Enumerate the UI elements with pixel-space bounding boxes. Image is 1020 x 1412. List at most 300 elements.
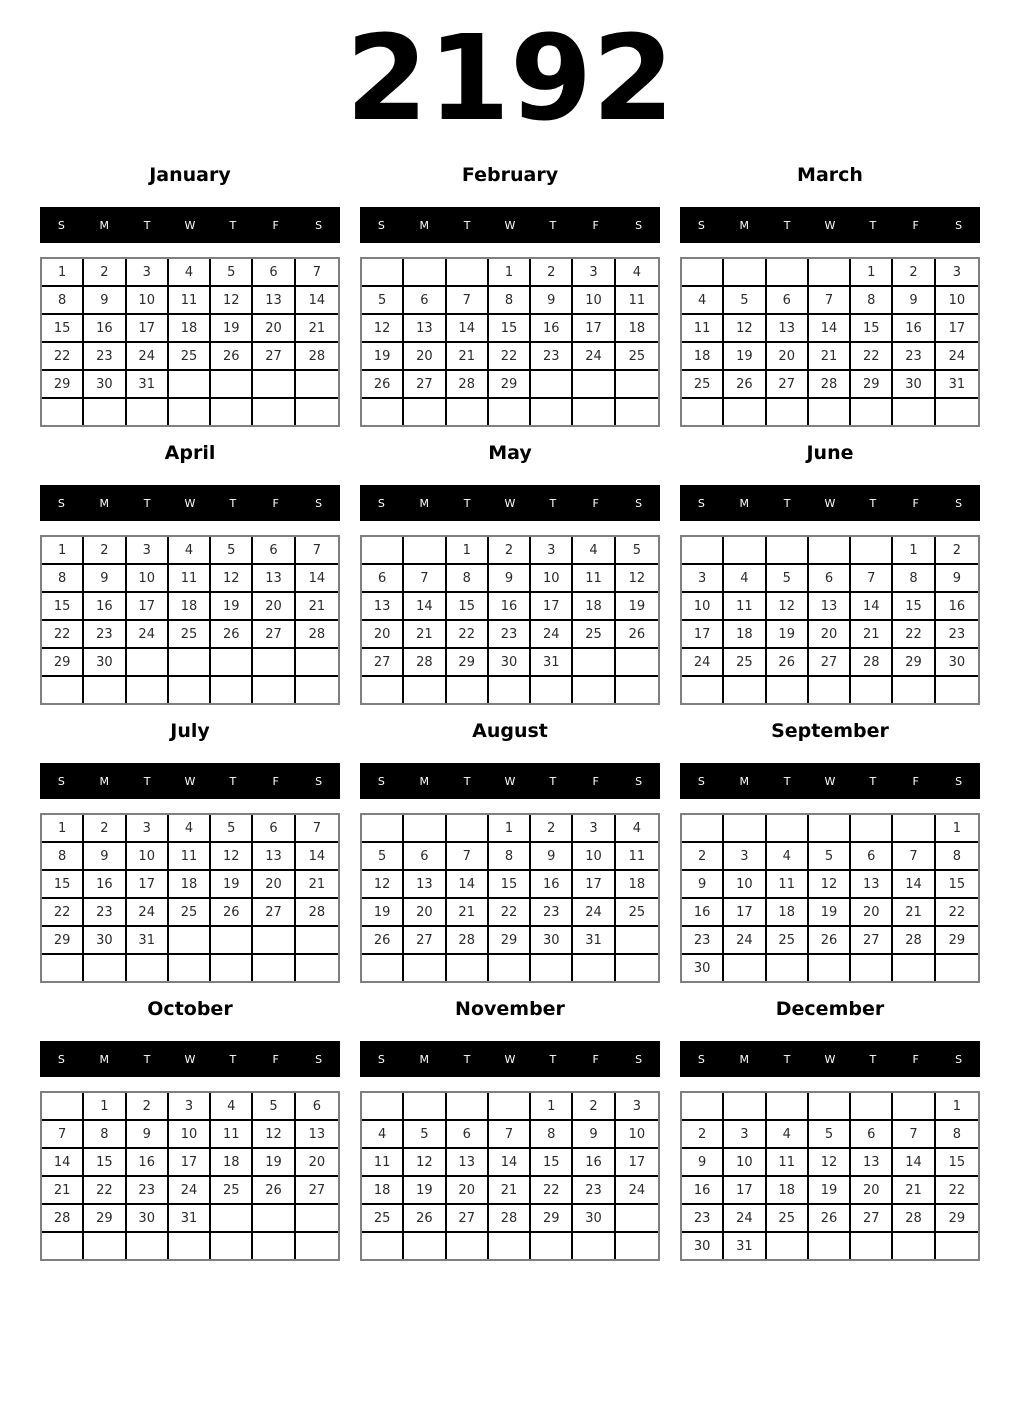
day-cell: 25: [169, 621, 211, 649]
day-cell: 2: [489, 537, 531, 565]
day-cell: 10: [936, 287, 978, 315]
weekday-letter: T: [549, 496, 557, 510]
day-cell: 15: [851, 315, 893, 343]
day-cell: 4: [169, 815, 211, 843]
day-cell: 7: [893, 843, 935, 871]
empty-day-cell: [84, 677, 126, 703]
weekday-letter: T: [869, 496, 877, 510]
day-cell: 9: [127, 1121, 169, 1149]
day-cell: 30: [84, 927, 126, 955]
day-cell: 10: [573, 287, 615, 315]
weekday-header-bar: [360, 1041, 660, 1077]
day-cell: 26: [211, 899, 253, 927]
day-cell: 25: [616, 343, 658, 371]
empty-day-cell: [851, 1233, 893, 1259]
day-cell: 6: [851, 1121, 893, 1149]
day-cell: 25: [169, 343, 211, 371]
empty-day-cell: [84, 399, 126, 425]
day-grid: [360, 535, 660, 705]
day-cell: 30: [84, 649, 126, 677]
weekday-letter: M: [419, 1052, 430, 1066]
weekday-header-bar: [360, 485, 660, 521]
day-cell: 4: [767, 1121, 809, 1149]
day-cell: 5: [211, 259, 253, 287]
empty-day-cell: [767, 259, 809, 287]
day-cell: 26: [211, 621, 253, 649]
day-cell: 2: [936, 537, 978, 565]
day-cell: 28: [447, 927, 489, 955]
weekday-letter: T: [783, 774, 791, 788]
month-title: January: [149, 164, 231, 186]
day-cell: 18: [362, 1177, 404, 1205]
day-cell: 23: [893, 343, 935, 371]
empty-day-cell: [404, 815, 446, 843]
weekday-letter: M: [419, 218, 430, 232]
empty-day-cell: [404, 399, 446, 425]
day-cell: 17: [616, 1149, 658, 1177]
weekday-letter: T: [783, 496, 791, 510]
day-cell: 23: [573, 1177, 615, 1205]
day-cell: 5: [404, 1121, 446, 1149]
weekday-letter: W: [504, 496, 516, 510]
weekday-letter: T: [229, 218, 237, 232]
day-cell: 12: [767, 593, 809, 621]
day-cell: 17: [127, 871, 169, 899]
months-grid: [0, 155, 1020, 1267]
day-cell: 19: [724, 343, 766, 371]
day-cell: 3: [573, 815, 615, 843]
day-cell: 22: [851, 343, 893, 371]
day-cell: 11: [169, 565, 211, 593]
weekday-letter: W: [184, 496, 196, 510]
empty-day-cell: [211, 677, 253, 703]
day-cell: 1: [84, 1093, 126, 1121]
day-cell: 29: [84, 1205, 126, 1233]
day-cell: 14: [893, 1149, 935, 1177]
empty-day-cell: [573, 399, 615, 425]
day-cell: 9: [573, 1121, 615, 1149]
empty-day-cell: [296, 649, 338, 677]
empty-day-cell: [851, 1093, 893, 1121]
weekday-letter: F: [272, 218, 279, 232]
day-cell: 5: [362, 287, 404, 315]
day-cell: 27: [253, 899, 295, 927]
weekday-letter: T: [229, 496, 237, 510]
day-cell: 9: [489, 565, 531, 593]
day-cell: 10: [127, 565, 169, 593]
empty-day-cell: [362, 815, 404, 843]
day-cell: 23: [489, 621, 531, 649]
weekday-letter: W: [824, 774, 836, 788]
empty-day-cell: [362, 677, 404, 703]
weekday-letter: W: [504, 1052, 516, 1066]
empty-day-cell: [296, 1205, 338, 1233]
day-cell: 17: [127, 593, 169, 621]
day-cell: 19: [404, 1177, 446, 1205]
empty-day-cell: [296, 955, 338, 981]
weekday-letter: F: [912, 218, 919, 232]
empty-day-cell: [489, 1093, 531, 1121]
weekday-letter: S: [57, 496, 65, 510]
day-cell: 29: [489, 927, 531, 955]
day-cell: 13: [404, 871, 446, 899]
day-cell: 18: [767, 899, 809, 927]
weekday-letter: T: [549, 1052, 557, 1066]
day-cell: 12: [211, 287, 253, 315]
day-cell: 5: [809, 843, 851, 871]
day-cell: 14: [404, 593, 446, 621]
day-cell: 6: [767, 287, 809, 315]
day-cell: 8: [893, 565, 935, 593]
weekday-letter: S: [955, 1052, 963, 1066]
day-cell: 10: [724, 871, 766, 899]
day-cell: 3: [127, 815, 169, 843]
weekday-letter: M: [99, 1052, 110, 1066]
weekday-letter: T: [463, 218, 471, 232]
empty-day-cell: [616, 1205, 658, 1233]
day-cell: 2: [127, 1093, 169, 1121]
day-cell: 7: [809, 287, 851, 315]
month-march: [680, 155, 980, 427]
empty-day-cell: [211, 927, 253, 955]
month-title: July: [170, 720, 210, 742]
day-cell: 23: [531, 343, 573, 371]
day-cell: 2: [682, 1121, 724, 1149]
day-cell: 15: [489, 315, 531, 343]
weekday-letter: T: [783, 1052, 791, 1066]
month-december: [680, 989, 980, 1261]
day-cell: 11: [616, 843, 658, 871]
day-cell: 13: [362, 593, 404, 621]
day-cell: 21: [404, 621, 446, 649]
day-cell: 5: [767, 565, 809, 593]
day-cell: 13: [447, 1149, 489, 1177]
day-cell: 26: [724, 371, 766, 399]
day-cell: 11: [767, 1149, 809, 1177]
day-cell: 22: [936, 899, 978, 927]
empty-day-cell: [936, 1233, 978, 1259]
empty-day-cell: [809, 259, 851, 287]
day-cell: 21: [809, 343, 851, 371]
day-cell: 7: [404, 565, 446, 593]
day-cell: 20: [767, 343, 809, 371]
day-cell: 1: [936, 1093, 978, 1121]
day-cell: 14: [296, 565, 338, 593]
day-cell: 17: [936, 315, 978, 343]
day-cell: 24: [724, 927, 766, 955]
day-cell: 17: [573, 315, 615, 343]
day-cell: 20: [851, 899, 893, 927]
day-cell: 8: [84, 1121, 126, 1149]
weekday-letter: F: [592, 1052, 599, 1066]
weekday-letter: T: [869, 1052, 877, 1066]
day-cell: 17: [682, 621, 724, 649]
day-cell: 14: [42, 1149, 84, 1177]
weekday-letter: T: [463, 496, 471, 510]
empty-day-cell: [404, 537, 446, 565]
day-cell: 10: [616, 1121, 658, 1149]
day-cell: 19: [211, 315, 253, 343]
day-cell: 29: [936, 1205, 978, 1233]
empty-day-cell: [296, 677, 338, 703]
day-cell: 26: [362, 371, 404, 399]
day-cell: 17: [573, 871, 615, 899]
weekday-letter: W: [184, 1052, 196, 1066]
day-cell: 23: [84, 621, 126, 649]
day-cell: 14: [296, 287, 338, 315]
day-cell: 28: [296, 621, 338, 649]
day-cell: 3: [531, 537, 573, 565]
day-cell: 18: [767, 1177, 809, 1205]
day-cell: 18: [682, 343, 724, 371]
day-cell: 13: [253, 287, 295, 315]
day-cell: 12: [724, 315, 766, 343]
day-cell: 27: [362, 649, 404, 677]
empty-day-cell: [253, 1233, 295, 1259]
day-cell: 12: [809, 1149, 851, 1177]
empty-day-cell: [127, 649, 169, 677]
day-cell: 6: [253, 537, 295, 565]
empty-day-cell: [296, 1233, 338, 1259]
day-cell: 31: [936, 371, 978, 399]
empty-day-cell: [362, 259, 404, 287]
day-cell: 19: [362, 899, 404, 927]
day-cell: 5: [362, 843, 404, 871]
day-cell: 30: [531, 927, 573, 955]
empty-day-cell: [893, 955, 935, 981]
day-cell: 8: [851, 287, 893, 315]
day-cell: 25: [682, 371, 724, 399]
day-cell: 4: [616, 259, 658, 287]
day-cell: 16: [682, 1177, 724, 1205]
weekday-letter: W: [184, 218, 196, 232]
weekday-letter: S: [697, 218, 705, 232]
day-cell: 25: [767, 927, 809, 955]
empty-day-cell: [84, 1233, 126, 1259]
day-cell: 13: [296, 1121, 338, 1149]
month-august: [360, 711, 660, 983]
day-grid: [680, 1091, 980, 1261]
empty-day-cell: [211, 955, 253, 981]
day-cell: 10: [573, 843, 615, 871]
month-title: August: [472, 720, 548, 742]
day-cell: 31: [169, 1205, 211, 1233]
day-cell: 11: [724, 593, 766, 621]
day-cell: 3: [127, 259, 169, 287]
day-cell: 22: [936, 1177, 978, 1205]
day-cell: 8: [42, 843, 84, 871]
day-cell: 19: [767, 621, 809, 649]
empty-day-cell: [616, 927, 658, 955]
day-cell: 26: [616, 621, 658, 649]
empty-day-cell: [682, 537, 724, 565]
day-cell: 29: [42, 371, 84, 399]
day-cell: 8: [489, 843, 531, 871]
day-cell: 24: [724, 1205, 766, 1233]
empty-day-cell: [253, 1205, 295, 1233]
weekday-letter: F: [912, 774, 919, 788]
day-cell: 17: [724, 899, 766, 927]
weekday-letter: S: [955, 218, 963, 232]
weekday-header-bar: [40, 1041, 340, 1077]
day-cell: 22: [531, 1177, 573, 1205]
day-cell: 9: [936, 565, 978, 593]
day-cell: 25: [573, 621, 615, 649]
day-cell: 31: [573, 927, 615, 955]
day-cell: 28: [851, 649, 893, 677]
month-title: October: [147, 998, 233, 1020]
weekday-letter: S: [697, 496, 705, 510]
weekday-letter: T: [143, 1052, 151, 1066]
day-cell: 14: [851, 593, 893, 621]
day-cell: 13: [404, 315, 446, 343]
weekday-letter: T: [549, 218, 557, 232]
empty-day-cell: [893, 815, 935, 843]
weekday-header-bar: [680, 1041, 980, 1077]
empty-day-cell: [851, 399, 893, 425]
day-cell: 7: [851, 565, 893, 593]
day-cell: 26: [809, 1205, 851, 1233]
day-cell: 24: [169, 1177, 211, 1205]
weekday-letter: S: [635, 218, 643, 232]
day-cell: 27: [253, 343, 295, 371]
month-title: February: [461, 164, 559, 186]
day-cell: 7: [296, 537, 338, 565]
weekday-letter: W: [824, 1052, 836, 1066]
day-cell: 16: [127, 1149, 169, 1177]
day-cell: 12: [616, 565, 658, 593]
day-cell: 23: [682, 927, 724, 955]
empty-day-cell: [767, 815, 809, 843]
day-cell: 11: [573, 565, 615, 593]
empty-day-cell: [682, 815, 724, 843]
day-cell: 30: [893, 371, 935, 399]
day-cell: 7: [447, 287, 489, 315]
empty-day-cell: [893, 677, 935, 703]
weekday-letter: F: [272, 1052, 279, 1066]
day-cell: 19: [253, 1149, 295, 1177]
empty-day-cell: [851, 537, 893, 565]
day-cell: 21: [296, 593, 338, 621]
day-cell: 16: [936, 593, 978, 621]
weekday-header-bar: [40, 207, 340, 243]
day-cell: 12: [253, 1121, 295, 1149]
weekday-letter: F: [592, 774, 599, 788]
empty-day-cell: [404, 955, 446, 981]
day-cell: 10: [682, 593, 724, 621]
empty-day-cell: [296, 399, 338, 425]
day-cell: 6: [362, 565, 404, 593]
day-cell: 12: [362, 315, 404, 343]
day-cell: 11: [211, 1121, 253, 1149]
day-cell: 26: [211, 343, 253, 371]
empty-day-cell: [616, 649, 658, 677]
weekday-letter: S: [315, 1052, 323, 1066]
weekday-letter: T: [229, 774, 237, 788]
month-title: September: [771, 720, 889, 742]
day-cell: 29: [489, 371, 531, 399]
day-cell: 25: [169, 899, 211, 927]
day-cell: 31: [531, 649, 573, 677]
day-cell: 21: [893, 1177, 935, 1205]
day-cell: 22: [42, 343, 84, 371]
day-cell: 22: [489, 343, 531, 371]
empty-day-cell: [724, 1093, 766, 1121]
empty-day-cell: [42, 677, 84, 703]
day-cell: 3: [169, 1093, 211, 1121]
weekday-header-bar: [680, 207, 980, 243]
day-cell: 11: [169, 843, 211, 871]
day-cell: 8: [936, 1121, 978, 1149]
day-cell: 26: [767, 649, 809, 677]
empty-day-cell: [809, 815, 851, 843]
weekday-letter: S: [315, 496, 323, 510]
empty-day-cell: [724, 537, 766, 565]
day-cell: 27: [809, 649, 851, 677]
weekday-letter: M: [739, 218, 750, 232]
weekday-header-bar: [680, 763, 980, 799]
day-cell: 15: [42, 315, 84, 343]
day-cell: 13: [851, 871, 893, 899]
day-cell: 16: [531, 315, 573, 343]
weekday-letter: S: [697, 1052, 705, 1066]
day-cell: 30: [573, 1205, 615, 1233]
day-cell: 1: [893, 537, 935, 565]
day-cell: 25: [724, 649, 766, 677]
weekday-letter: M: [99, 218, 110, 232]
day-cell: 28: [893, 1205, 935, 1233]
day-grid: [680, 257, 980, 427]
day-grid: [360, 1091, 660, 1261]
day-cell: 14: [296, 843, 338, 871]
empty-day-cell: [447, 1093, 489, 1121]
weekday-letter: S: [955, 774, 963, 788]
year-title: 2192: [345, 8, 675, 147]
empty-day-cell: [724, 677, 766, 703]
day-cell: 28: [42, 1205, 84, 1233]
day-cell: 20: [404, 899, 446, 927]
day-cell: 24: [936, 343, 978, 371]
day-cell: 23: [127, 1177, 169, 1205]
day-cell: 28: [296, 343, 338, 371]
empty-day-cell: [682, 399, 724, 425]
weekday-letter: M: [739, 1052, 750, 1066]
weekday-letter: T: [143, 496, 151, 510]
day-cell: 16: [84, 315, 126, 343]
day-cell: 10: [169, 1121, 211, 1149]
empty-day-cell: [531, 955, 573, 981]
day-cell: 24: [573, 343, 615, 371]
day-cell: 6: [253, 815, 295, 843]
day-cell: 11: [682, 315, 724, 343]
day-cell: 23: [936, 621, 978, 649]
day-cell: 16: [531, 871, 573, 899]
day-cell: 11: [362, 1149, 404, 1177]
day-cell: 24: [573, 899, 615, 927]
empty-day-cell: [936, 955, 978, 981]
day-cell: 4: [211, 1093, 253, 1121]
empty-day-cell: [127, 955, 169, 981]
day-cell: 24: [127, 899, 169, 927]
weekday-letter: F: [592, 218, 599, 232]
day-cell: 24: [127, 343, 169, 371]
empty-day-cell: [573, 1233, 615, 1259]
day-cell: 12: [404, 1149, 446, 1177]
month-january: [40, 155, 340, 427]
day-cell: 1: [531, 1093, 573, 1121]
empty-day-cell: [253, 677, 295, 703]
empty-day-cell: [616, 399, 658, 425]
